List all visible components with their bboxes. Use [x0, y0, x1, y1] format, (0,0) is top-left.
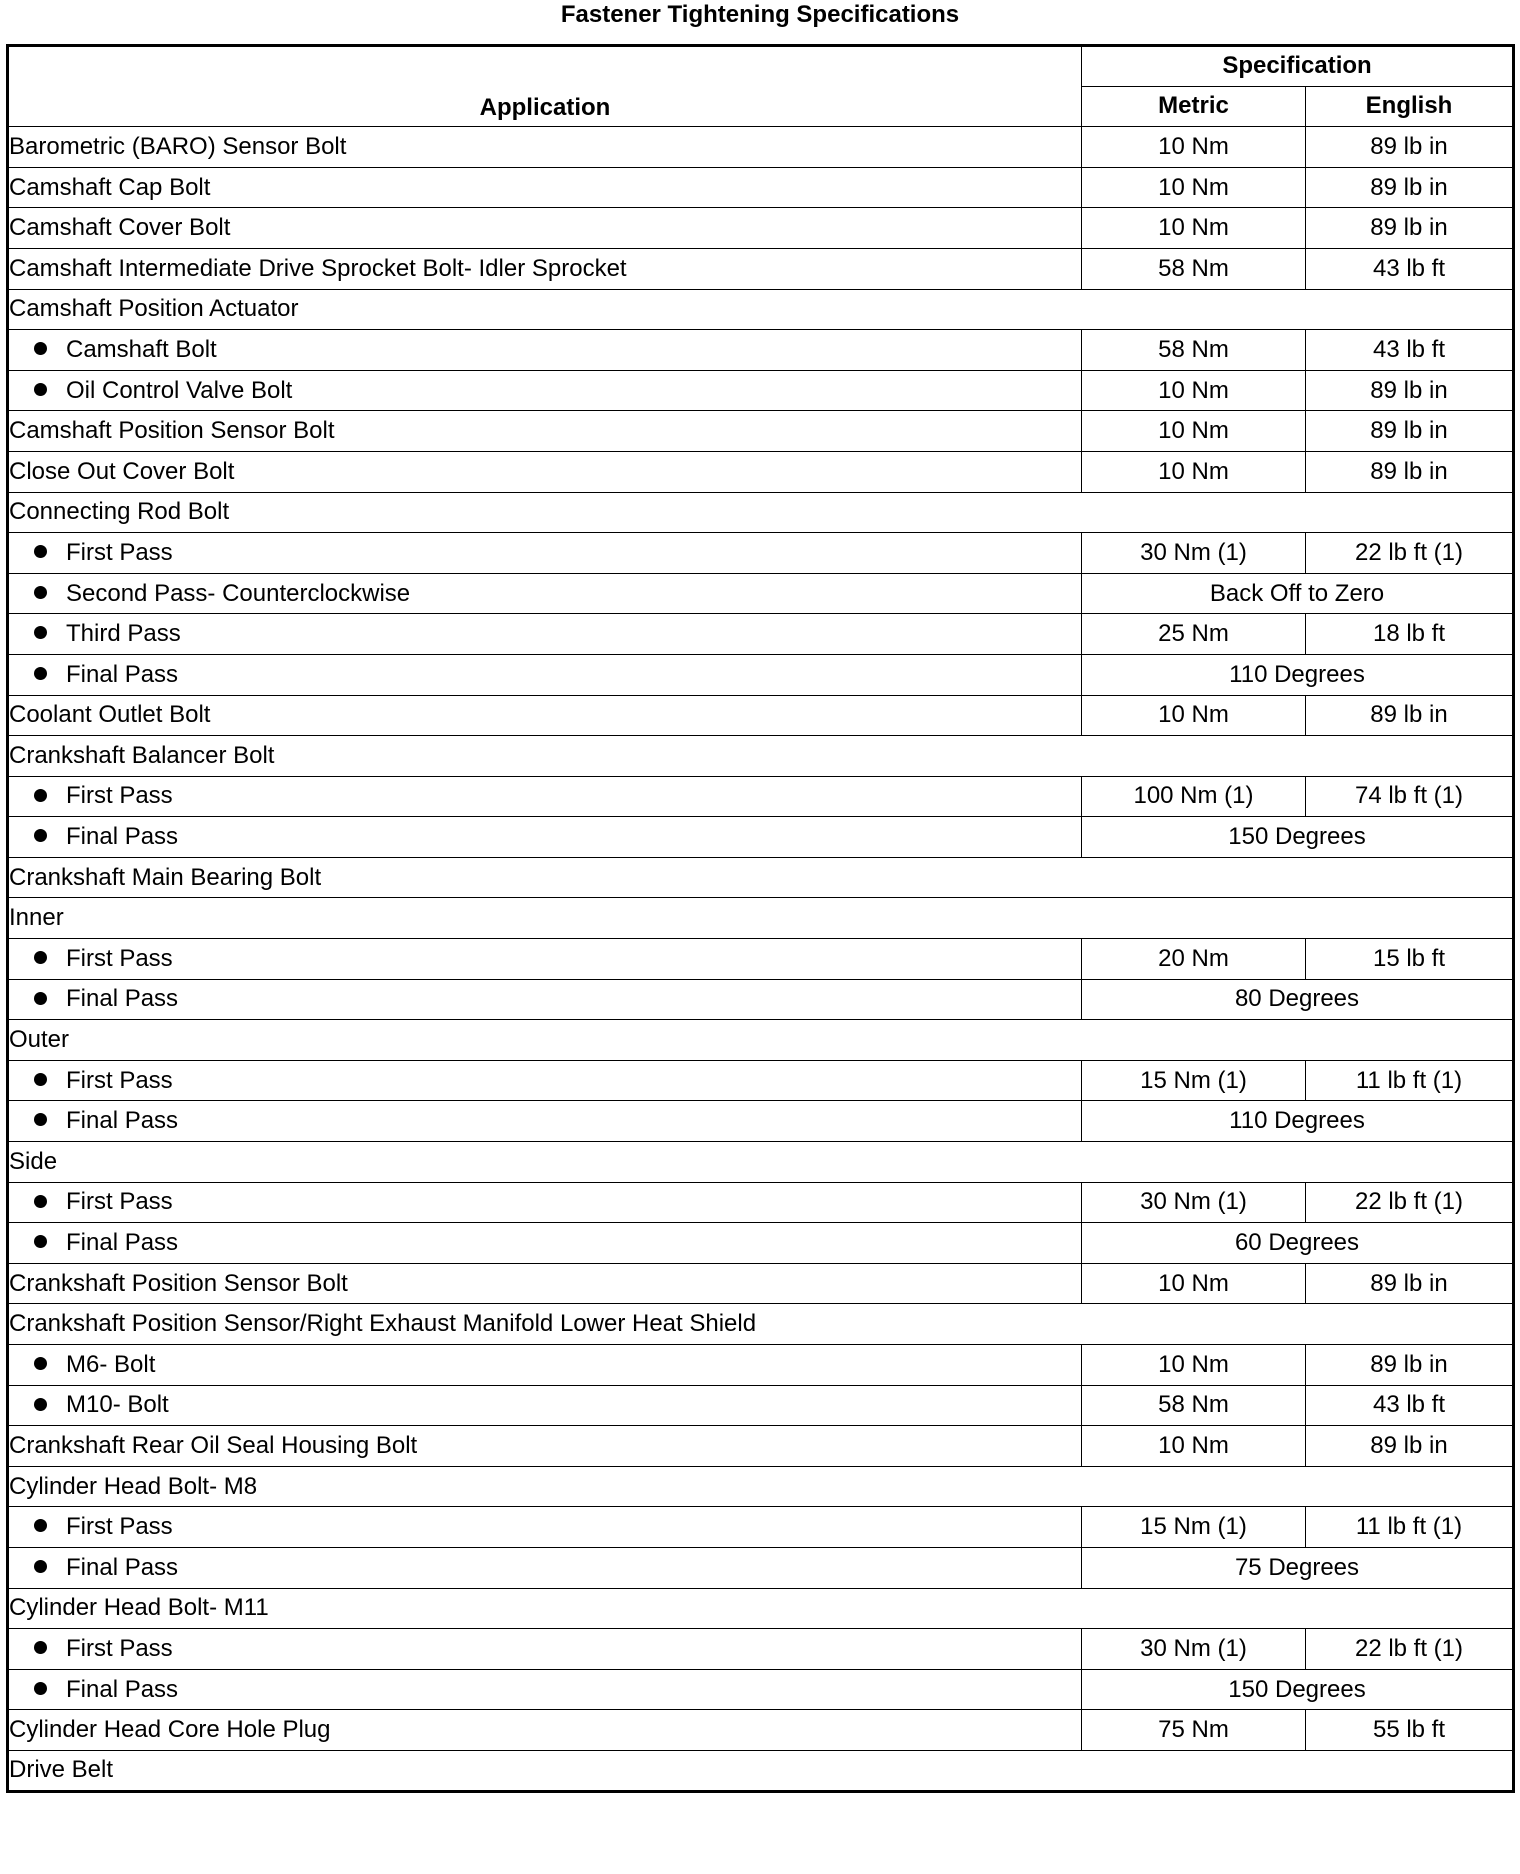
metric-cell: 30 Nm (1) [1082, 533, 1306, 574]
combined-spec-cell: 60 Degrees [1082, 1223, 1514, 1264]
application-label: Final Pass [66, 1553, 179, 1581]
bullet-icon [34, 1357, 47, 1370]
table-row-subitem [8, 817, 1514, 858]
table-row [8, 1304, 1514, 1345]
application-cell [8, 1304, 1514, 1345]
english-cell: 22 lb ft (1) [1306, 533, 1514, 574]
application-label: Outer [9, 1026, 70, 1054]
application-label: Third Pass [66, 620, 181, 648]
metric-cell: 75 Nm [1082, 1710, 1306, 1751]
application-cell [8, 1182, 1082, 1223]
application-label: Connecting Rod Bolt [9, 498, 230, 526]
application-cell [8, 1223, 1082, 1264]
english-header: English [1306, 86, 1514, 127]
english-cell: 74 lb ft (1) [1306, 776, 1514, 817]
application-label: First Pass [66, 944, 173, 972]
table-row [8, 1142, 1514, 1183]
table-row-subitem [8, 533, 1514, 574]
application-label: Final Pass [66, 1107, 179, 1135]
combined-spec-cell: 110 Degrees [1082, 1101, 1514, 1142]
page-title: Fastener Tightening Specifications [560, 1, 960, 28]
application-cell [8, 1101, 1082, 1142]
application-label: Second Pass- Counterclockwise [66, 579, 411, 607]
bullet-icon [34, 1073, 47, 1086]
table-row [8, 411, 1514, 452]
combined-spec-cell: 80 Degrees [1082, 979, 1514, 1020]
combined-spec-cell: 110 Degrees [1082, 654, 1514, 695]
table-row-subitem [8, 1182, 1514, 1223]
table-row [8, 1263, 1514, 1304]
bullet-icon [34, 1398, 47, 1411]
application-label: Final Pass [66, 1229, 179, 1257]
table-row-subitem [8, 1385, 1514, 1426]
bullet-icon [34, 1519, 47, 1532]
application-label: Camshaft Bolt [66, 335, 217, 363]
table-row [8, 492, 1514, 533]
bullet-icon [34, 1641, 47, 1654]
table-row-subitem [8, 654, 1514, 695]
combined-spec-cell: 150 Degrees [1082, 1669, 1514, 1710]
application-label: Camshaft Position Sensor Bolt [9, 417, 335, 445]
metric-cell: 58 Nm [1082, 330, 1306, 371]
application-label: Final Pass [66, 823, 179, 851]
bullet-icon [34, 342, 47, 355]
english-cell: 89 lb in [1306, 1345, 1514, 1386]
application-cell [8, 1588, 1514, 1629]
metric-cell: 20 Nm [1082, 939, 1306, 980]
table-row [8, 898, 1514, 939]
english-cell: 55 lb ft [1306, 1710, 1514, 1751]
english-cell: 18 lb ft [1306, 614, 1514, 655]
application-header: Application [8, 46, 1082, 127]
english-cell: 89 lb in [1306, 411, 1514, 452]
metric-cell: 58 Nm [1082, 1385, 1306, 1426]
application-label: First Pass [66, 1513, 173, 1541]
metric-cell: 100 Nm (1) [1082, 776, 1306, 817]
table-row [8, 1020, 1514, 1061]
english-cell: 43 lb ft [1306, 330, 1514, 371]
metric-cell: 30 Nm (1) [1082, 1629, 1306, 1670]
english-cell: 15 lb ft [1306, 939, 1514, 980]
table-row [8, 857, 1514, 898]
application-label: Crankshaft Position Sensor Bolt [9, 1269, 348, 1297]
metric-cell: 10 Nm [1082, 370, 1306, 411]
application-label: Crankshaft Main Bearing Bolt [9, 863, 322, 891]
application-cell [8, 451, 1082, 492]
application-label: M10- Bolt [66, 1391, 169, 1419]
table-row [8, 451, 1514, 492]
table-row-subitem [8, 939, 1514, 980]
metric-cell: 10 Nm [1082, 208, 1306, 249]
english-cell: 43 lb ft [1306, 248, 1514, 289]
combined-spec-cell: 75 Degrees [1082, 1547, 1514, 1588]
bullet-icon [34, 667, 47, 680]
table-row [8, 289, 1514, 330]
application-cell [8, 817, 1082, 858]
application-cell [8, 1466, 1514, 1507]
application-label: Cylinder Head Bolt- M8 [9, 1472, 258, 1500]
bullet-icon [34, 951, 47, 964]
application-cell [8, 208, 1082, 249]
application-cell [8, 1507, 1082, 1548]
metric-cell: 10 Nm [1082, 127, 1306, 168]
table-row-subitem [8, 330, 1514, 371]
application-cell [8, 1142, 1514, 1183]
application-label: Crankshaft Balancer Bolt [9, 741, 275, 769]
metric-cell: 15 Nm (1) [1082, 1507, 1306, 1548]
table-row-subitem [8, 1101, 1514, 1142]
application-label: Crankshaft Position Sensor/Right Exhaust Manifold Lower Heat Shield [9, 1310, 757, 1338]
table-row-subitem [8, 1547, 1514, 1588]
application-cell [8, 939, 1082, 980]
bullet-icon [34, 626, 47, 639]
metric-cell: 15 Nm (1) [1082, 1060, 1306, 1101]
bullet-icon [34, 545, 47, 558]
application-cell [8, 1750, 1514, 1791]
english-cell: 89 lb in [1306, 208, 1514, 249]
application-cell [8, 898, 1514, 939]
combined-spec-cell: 150 Degrees [1082, 817, 1514, 858]
application-label: Side [9, 1147, 58, 1175]
application-label: Barometric (BARO) Sensor Bolt [9, 132, 347, 160]
bullet-icon [34, 789, 47, 802]
english-cell: 89 lb in [1306, 451, 1514, 492]
application-label: M6- Bolt [66, 1350, 156, 1378]
table-row [8, 208, 1514, 249]
english-cell: 89 lb in [1306, 695, 1514, 736]
english-cell: 89 lb in [1306, 370, 1514, 411]
application-cell [8, 573, 1082, 614]
table-row-subitem [8, 776, 1514, 817]
table-row [8, 1588, 1514, 1629]
metric-cell: 10 Nm [1082, 1345, 1306, 1386]
application-cell [8, 1060, 1082, 1101]
application-cell [8, 1629, 1082, 1670]
table-row-subitem [8, 1223, 1514, 1264]
table-row [8, 1750, 1514, 1791]
table-row [8, 736, 1514, 777]
application-label: Crankshaft Rear Oil Seal Housing Bolt [9, 1431, 418, 1459]
table-row [8, 248, 1514, 289]
application-cell [8, 857, 1514, 898]
table-row-subitem [8, 370, 1514, 411]
application-cell [8, 776, 1082, 817]
bullet-icon [34, 1113, 47, 1126]
english-cell: 89 lb in [1306, 127, 1514, 168]
application-label: Final Pass [66, 985, 179, 1013]
application-cell [8, 370, 1082, 411]
application-label: Final Pass [66, 660, 179, 688]
application-label: Close Out Cover Bolt [9, 457, 235, 485]
bullet-icon [34, 1560, 47, 1573]
metric-cell: 10 Nm [1082, 695, 1306, 736]
application-cell [8, 411, 1082, 452]
bullet-icon [34, 383, 47, 396]
application-cell [8, 654, 1082, 695]
fastener-spec-table [6, 44, 1515, 1793]
application-label: First Pass [66, 538, 173, 566]
table-row-subitem [8, 1060, 1514, 1101]
application-cell [8, 1710, 1082, 1751]
spec-table-body [8, 127, 1514, 1791]
application-cell [8, 1263, 1082, 1304]
english-cell: 11 lb ft (1) [1306, 1507, 1514, 1548]
metric-cell: 25 Nm [1082, 614, 1306, 655]
application-cell [8, 248, 1082, 289]
table-row [8, 1426, 1514, 1467]
application-label: Camshaft Cap Bolt [9, 173, 211, 201]
application-label: Oil Control Valve Bolt [66, 376, 293, 404]
application-cell [8, 614, 1082, 655]
table-row [8, 695, 1514, 736]
table-row [8, 127, 1514, 168]
bullet-icon [34, 992, 47, 1005]
application-cell [8, 492, 1514, 533]
application-label: Camshaft Position Actuator [9, 295, 299, 323]
application-label: Camshaft Intermediate Drive Sprocket Bolt- Idler Sprocket [9, 254, 627, 282]
application-label: Final Pass [66, 1675, 179, 1703]
english-cell: 89 lb in [1306, 1263, 1514, 1304]
bullet-icon [34, 1235, 47, 1248]
bullet-icon [34, 1195, 47, 1208]
application-cell [8, 979, 1082, 1020]
metric-cell: 10 Nm [1082, 451, 1306, 492]
bullet-icon [34, 586, 47, 599]
application-label: Camshaft Cover Bolt [9, 214, 231, 242]
application-label: Drive Belt [9, 1756, 114, 1784]
application-cell [8, 1426, 1082, 1467]
table-row-subitem [8, 1345, 1514, 1386]
bullet-icon [34, 829, 47, 842]
application-cell [8, 695, 1082, 736]
application-cell [8, 1669, 1082, 1710]
table-row-subitem [8, 1507, 1514, 1548]
metric-cell: 30 Nm (1) [1082, 1182, 1306, 1223]
application-cell [8, 289, 1514, 330]
metric-cell: 10 Nm [1082, 167, 1306, 208]
english-cell: 11 lb ft (1) [1306, 1060, 1514, 1101]
application-cell [8, 1020, 1514, 1061]
table-row [8, 1466, 1514, 1507]
application-label: First Pass [66, 1634, 173, 1662]
table-row [8, 167, 1514, 208]
bullet-icon [34, 1682, 47, 1695]
table-row-subitem [8, 573, 1514, 614]
english-cell: 43 lb ft [1306, 1385, 1514, 1426]
application-cell [8, 1385, 1082, 1426]
application-label: Inner [9, 904, 64, 932]
metric-cell: 10 Nm [1082, 1263, 1306, 1304]
application-label: Coolant Outlet Bolt [9, 701, 211, 729]
english-cell: 89 lb in [1306, 167, 1514, 208]
application-cell [8, 736, 1514, 777]
application-cell [8, 1345, 1082, 1386]
specification-header: Specification [1082, 46, 1514, 87]
application-label: Cylinder Head Bolt- M11 [9, 1594, 269, 1622]
application-cell [8, 127, 1082, 168]
application-label: Cylinder Head Core Hole Plug [9, 1716, 331, 1744]
application-cell [8, 533, 1082, 574]
table-row [8, 1710, 1514, 1751]
application-label: First Pass [66, 782, 173, 810]
english-cell: 89 lb in [1306, 1426, 1514, 1467]
english-cell: 22 lb ft (1) [1306, 1182, 1514, 1223]
table-row-subitem [8, 614, 1514, 655]
application-cell [8, 1547, 1082, 1588]
metric-cell: 10 Nm [1082, 1426, 1306, 1467]
combined-spec-cell: Back Off to Zero [1082, 573, 1514, 614]
application-label: First Pass [66, 1066, 173, 1094]
english-cell: 22 lb ft (1) [1306, 1629, 1514, 1670]
table-row-subitem [8, 1629, 1514, 1670]
table-row-subitem [8, 979, 1514, 1020]
application-label: First Pass [66, 1188, 173, 1216]
metric-cell: 10 Nm [1082, 411, 1306, 452]
metric-cell: 58 Nm [1082, 248, 1306, 289]
application-cell [8, 330, 1082, 371]
table-row-subitem [8, 1669, 1514, 1710]
metric-header: Metric [1082, 86, 1306, 127]
application-cell [8, 167, 1082, 208]
